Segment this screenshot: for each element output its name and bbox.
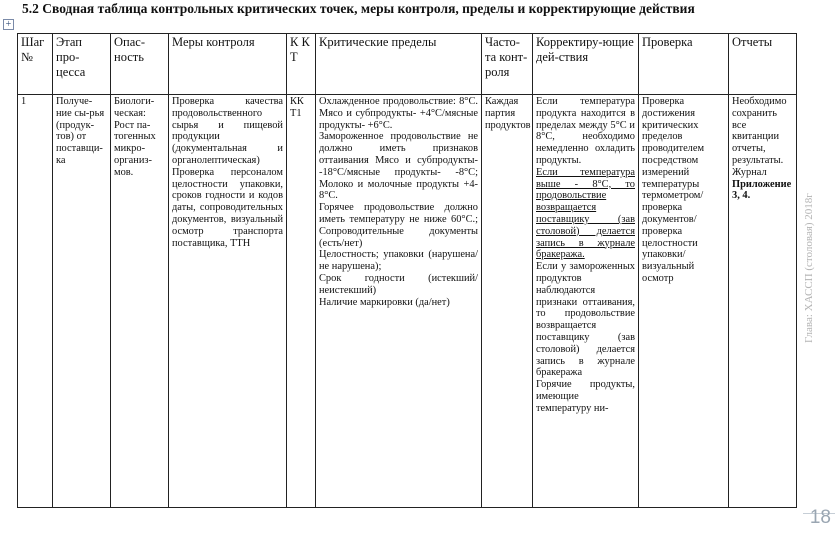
limit-frozen: Замороженное продовольствие не должно иметь признаков оттаивания Мясо и субпродукты- -18°С/мясные продукты- -8°С; Молоко и молочные продукты +4-8°С.	[319, 131, 478, 202]
cell-ccp: КК Т1	[287, 95, 316, 508]
action-return-warm: Если температура выше - 8°С, то продовольствие возвращается поставщику (зав столовой) делается запись в журнале бракеража.	[536, 166, 635, 261]
cell-stage: Получе-ние сы-рья (продук-тов) от поставщи-ка	[53, 95, 111, 508]
header-corrective-actions: Корректиру-ющие дей-ствия	[533, 34, 639, 95]
limit-packaging: Целостность; упаковки (нарушена/не нарушена);	[319, 249, 478, 273]
action-cool: Если температура продукта находится в пределах между 5°С и 8°С, необходимо немедленно охладить продукты.	[536, 96, 635, 166]
header-verification: Проверка	[639, 34, 729, 95]
action-return-thawed: Если у замороженных продуктов наблюдаются признаки оттаивания, то продовольствие возвращается поставщику (зав столовой) делается запись в журнале бракеража	[536, 261, 635, 379]
table-move-handle[interactable]: +	[3, 19, 14, 30]
limit-hot: Горячее продовольствие должно иметь температуру не ниже 60°С.; Сопроводительные документы (есть/нет)	[319, 202, 478, 249]
reports-text: Необходимо сохранить все квитанции отчеты, результаты. Журнал	[732, 96, 787, 178]
header-critical-limits: Критические пределы	[316, 34, 482, 95]
header-frequency: Часто-та конт-роля	[482, 34, 533, 95]
limit-chilled: Охлажденное продовольствие: 8°С. Мясо и субпродукты- +4°С/мясные продукты- +6°С.	[319, 96, 478, 131]
table-header-row	[18, 34, 797, 95]
cell-corrective-actions	[533, 95, 639, 508]
header-step: Шаг №	[18, 34, 53, 95]
header-hazard: Опас-ность	[111, 34, 169, 95]
footer-side-caption: Глава: ХАССП (столовая) 2018г	[803, 193, 815, 343]
table-row	[18, 95, 797, 508]
limit-labeling: Наличие маркировки (да/нет)	[319, 296, 450, 308]
header-reports: Отчеты	[729, 34, 797, 95]
cell-verification: Проверка достижения критических пределов проводителем посредством измерений температуры термометром/проверка документов/проверка целостности упаковки/визуальный осмотр	[639, 95, 729, 508]
page-number: 18	[809, 507, 831, 528]
header-stage: Этап про-цесса	[53, 34, 111, 95]
reports-appendix: Приложение 3, 4.	[732, 178, 792, 202]
cell-frequency: Каждая партия продуктов	[482, 95, 533, 508]
cell-hazard: Биологи-ческая: Рост па-тогенных микро-организ-мов.	[111, 95, 169, 508]
cell-control-measures: Проверка качества продовольственного сырья и пищевой продукции (документальная и органолептическая) Проверка персоналом целостности упаковки, сроков годности и кодов даты, сопроводительных документов, визуальный осмотр транспорта поставщика, ТТН	[169, 95, 287, 508]
header-control-measures: Меры контроля	[169, 34, 287, 95]
cell-critical-limits	[316, 95, 482, 508]
cell-reports	[729, 95, 797, 508]
cell-step: 1	[18, 95, 53, 508]
action-hot-products: Горячие продукты, имеющие температуру ни-	[536, 379, 635, 414]
limit-shelf-life: Срок годности (истекший/неистекший)	[319, 272, 478, 296]
header-ccp: К К Т	[287, 34, 316, 95]
section-heading: 5.2 Сводная таблица контрольных критических точек, меры контроля, пределы и корректирующие действия	[22, 1, 695, 16]
haccp-table	[17, 33, 797, 508]
